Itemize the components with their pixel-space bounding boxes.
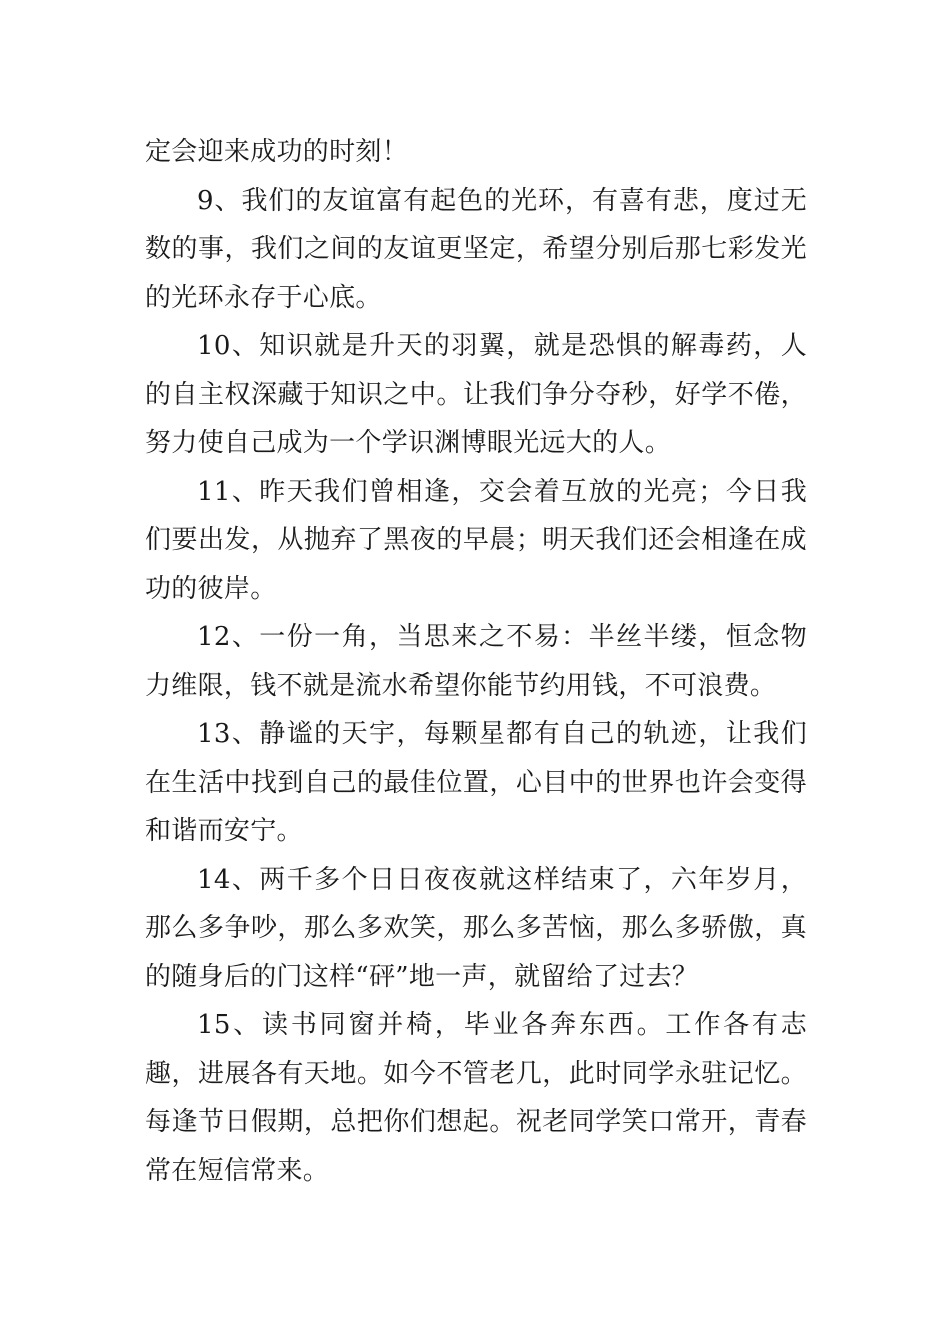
paragraph-item-14: 14、两千多个日日夜夜就这样结束了，六年岁月，那么多争吵，那么多欢笑，那么多苦恼，那么多骄傲，真的随身后的门这样“砰”地一声，就留给了过去？	[145, 864, 807, 992]
paragraph-continuation: 定会迎来成功的时刻！	[145, 137, 409, 167]
paragraph-item-11: 11、昨天我们曾相逢，交会着互放的光亮；今日我们要出发，从抛弃了黑夜的早晨；明天我们还会相逢在成功的彼岸。	[145, 476, 807, 604]
paragraph-item-10: 10、知识就是升天的羽翼，就是恐惧的解毒药，人的自主权深藏于知识之中。让我们争分夺秒，好学不倦，努力使自己成为一个学识渊博眼光远大的人。	[145, 331, 807, 458]
paragraph-item-15: 15、读书同窗并椅，毕业各奔东西。工作各有志趣，进展各有天地。如今不管老几，此时同学永驻记忆。每逢节日假期，总把你们想起。祝老同学笑口常开，青春常在短信常来。	[145, 1010, 807, 1186]
document-page	[145, 128, 807, 1195]
paragraph-item-9: 9、我们的友谊富有起色的光环，有喜有悲，度过无数的事，我们之间的友谊更坚定，希望分别后那七彩发光的光环永存于心底。	[145, 185, 807, 313]
paragraph-item-12: 12、一份一角，当思来之不易：半丝半缕，恒念物力维限，钱不就是流水希望你能节约用钱，不可浪费。	[145, 622, 807, 701]
paragraph-item-13: 13、静谧的天宇，每颗星都有自己的轨迹，让我们在生活中找到自己的最佳位置，心目中的世界也许会变得和谐而安宁。	[145, 719, 807, 846]
